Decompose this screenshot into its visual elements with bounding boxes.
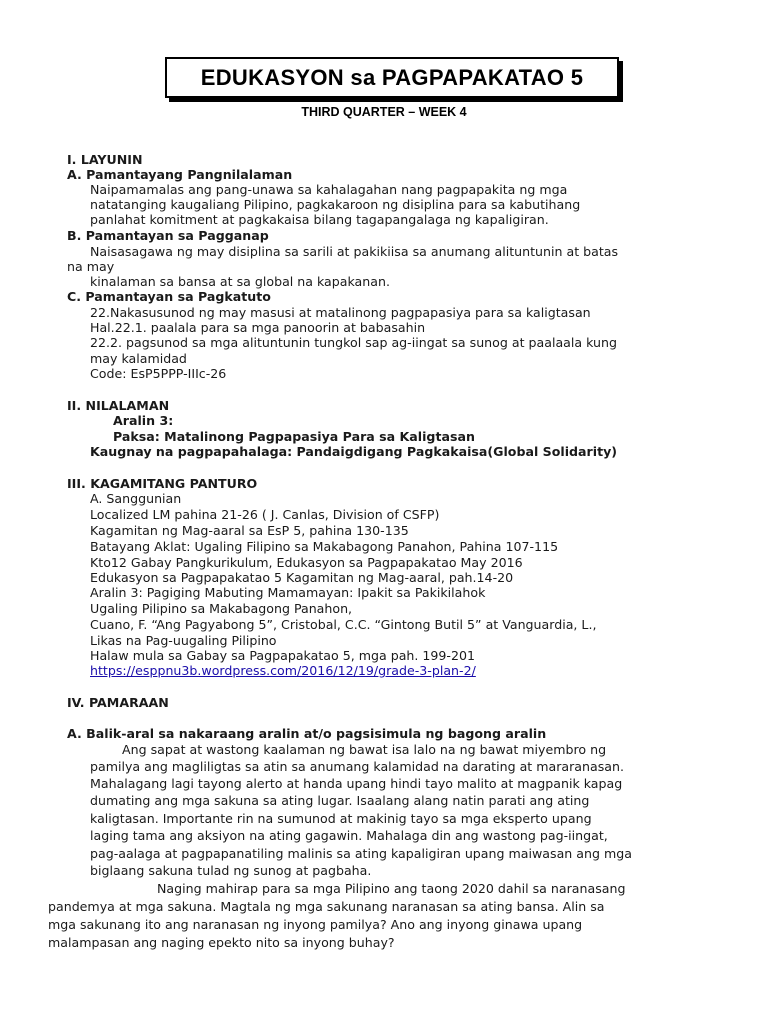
section-heading-nilalaman: II. NILALAMAN [67,398,170,413]
paragraph-line: pandemya at mga sakuna. Magtala ng mga sakunang naranasan sa ating bansa. Alin sa [48,899,605,914]
section-heading-layunin: I. LAYUNIN [67,152,143,167]
reference-line: Kagamitan ng Mag-aaral sa EsP 5, pahina 130-135 [90,523,409,538]
paragraph-line: mga sakunang ito ang naranasan ng inyong pamilya? Ano ang inyong ginawa upang [48,917,583,932]
paragraph-line: Naging mahirap para sa mga Pilipino ang taong 2020 dahil sa naranasang [157,881,626,896]
pagpapahalaga-line: Kaugnay na pagpapahalaga: Pandaigdigang Pagkakaisa(Global Solidarity) [90,444,618,459]
reference-line: Likas na Pag-uugaling Pilipino [90,633,277,648]
reference-line: Cuano, F. “Ang Pagyabong 5”, Cristobal, C.C. “Gintong Butil 5” at Vanguardia, L., [90,617,597,632]
paragraph-line: pamilya ang magliligtas sa atin sa anumang kalamidad na darating at mararanasan. [90,759,624,774]
text-line: Naisasagawa ng may disiplina sa sarili at pakikiisa sa anumang alituntunin at batas [90,244,619,259]
paragraph-line: Mahalagang lagi tayong alerto at handa upang hindi tayo malito at magpanik kapag [90,776,623,791]
text-line: 22.Nakasusunod ng may masusi at matalinong pagpapasiya para sa kaligtasan [90,305,591,320]
paragraph-line: pag-aalaga at pagpapanatiling malinis sa ating kapaligiran upang maiwasan ang mga [90,846,632,861]
paragraph-line: dumating ang mga sakuna sa ating lugar. Isaalang alang natin parati ang ating [90,793,590,808]
reference-link[interactable]: https://esppnu3b.wordpress.com/2016/12/19/grade-3-plan-2/ [90,663,476,678]
reference-line: Halaw mula sa Gabay sa Pagpapakatao 5, mga pah. 199-201 [90,648,476,663]
text-line: natatanging kaugaliang Pilipino, pagkakaroon ng disiplina para sa kabutihang [90,197,581,212]
reference-line: Aralin 3: Pagiging Mabuting Mamamayan: Ipakit sa Pakikilahok [90,585,486,600]
subheading-pagkatuto: C. Pamantayan sa Pagkatuto [67,289,271,304]
text-line: 22.2. pagsunod sa mga alituntunin tungkol sap ag-iingat sa sunog at paalaala kung [90,335,617,350]
text-line: kinalaman sa bansa at sa global na kapakanan. [90,274,390,289]
paragraph-line: laging tama ang aksiyon na ating gagawin. Mahalaga din ang wastong pag-iingat, [90,828,608,843]
text-line: Naipamamalas ang pang-unawa sa kahalagahan nang pagpapakita ng mga [90,182,568,197]
reference-line: Edukasyon sa Pagpapakatao 5 Kagamitan ng Mag-aaral, pah.14-20 [90,570,514,585]
text-line: na may [67,259,115,274]
paragraph-line: malampasan ang naging epekto nito sa inyong buhay? [48,935,395,950]
section-heading-kagamitan: III. KAGAMITANG PANTURO [67,476,258,491]
reference-line: Batayang Aklat: Ugaling Filipino sa Makabagong Panahon, Pahina 107-115 [90,539,559,554]
reference-line: Ugaling Pilipino sa Makabagong Panahon, [90,601,353,616]
reference-line: A. Sanggunian [90,491,182,506]
paragraph-line: Ang sapat at wastong kaalaman ng bawat isa lalo na ng bawat miyembro ng [122,742,607,757]
subheading-pagganap: B. Pamantayan sa Pagganap [67,228,269,243]
section-heading-pamaraan: IV. PAMARAAN [67,695,169,710]
text-line: Hal.22.1. paalala para sa mga panoorin at babasahin [90,320,426,335]
paragraph-line: kaligtasan. Importante rin na sumunod at makinig tayo sa mga eksperto upang [90,811,592,826]
document-title: EDUKASYON sa PAGPAPAKATAO 5 [165,57,619,98]
reference-line: Kto12 Gabay Pangkurikulum, Edukasyon sa Pagpapakatao May 2016 [90,555,523,570]
reference-line: Localized LM pahina 21-26 ( J. Canlas, Division of CSFP) [90,507,440,522]
paksa-line: Paksa: Matalinong Pagpapasiya Para sa Kaligtasan [113,429,475,444]
text-line: panlahat komitment at pagkakaisa bilang tagapangalaga ng kapaligiran. [90,212,549,227]
document-subtitle: THIRD QUARTER – WEEK 4 [301,105,467,119]
paragraph-line: biglaang sakuna tulad ng sunog at pagbaha. [90,863,372,878]
text-line: may kalamidad [90,351,187,366]
subheading-balik-aral: A. Balik-aral sa nakaraang aralin at/o pagsisimula ng bagong aralin [67,726,547,741]
competency-code: Code: EsP5PPP-IIIc-26 [90,366,227,381]
subheading-pangnilalaman: A. Pamantayang Pangnilalaman [67,167,293,182]
aralin-label: Aralin 3: [113,413,174,428]
